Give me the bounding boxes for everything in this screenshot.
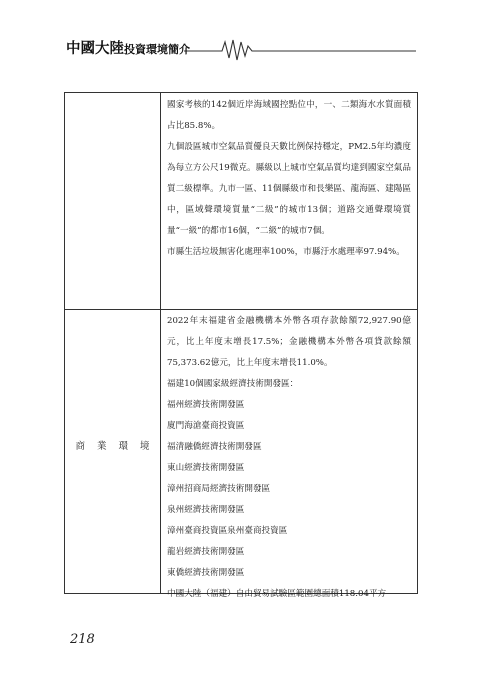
paragraph: 市縣生活垃圾無害化處理率100%，市縣汙水處理率97.94%。	[167, 247, 405, 257]
list-item: 廈門海滄臺商投資區	[167, 421, 245, 431]
paragraph: 中國大陸（福建）自由貿易試驗區範圍總面積118.04平方	[167, 589, 387, 599]
paragraph: 福建10個國家級經濟技術開發區：	[167, 379, 299, 389]
label-char: 環	[118, 441, 129, 452]
running-header	[66, 36, 416, 62]
list-item: 東山經濟技術開發區	[167, 463, 245, 473]
paragraph: 2022年末福建省金融機構本外幣各項存款餘額72,927.90億元，比上年度末增長17.5%；金融機構本外幣各項貸款餘額75,373.62億元，比上年度末增長11.0%。	[167, 316, 411, 368]
list-item: 龍岩經濟技術開發區	[167, 547, 245, 557]
content-table	[64, 92, 418, 599]
business-environment-cell	[167, 311, 411, 605]
column-divider	[160, 93, 161, 593]
page-number: 218	[70, 632, 95, 647]
label-char: 業	[96, 441, 107, 452]
list-item: 漳州招商局經濟技術開發區	[167, 484, 271, 494]
row-label-business-environment	[65, 438, 160, 452]
label-char: 境	[140, 441, 150, 452]
label-char: 商	[75, 441, 85, 452]
header-title-main: 中國大陸	[66, 41, 124, 57]
paragraph: 九個設區城市空氣品質優良天數比例保持穩定，PM2.5年均濃度為每立方公尺19微克。縣級以上城市空氣品質均達到國家空氣品質二級標準。九市一區、11個縣級市和長樂區、龍海區、建陽區中，區域聲環境質量“二級”的城市13個；道路交通聲環境質量“一級”的都市16個，“二級”的城市7個。	[167, 142, 411, 236]
list-item: 泉州經濟技術開發區	[167, 505, 245, 515]
list-item: 福清融僑經濟技術開發區	[167, 442, 262, 452]
environment-cell	[167, 95, 411, 263]
row-divider	[65, 309, 417, 310]
header-title	[66, 40, 190, 58]
header-title-sub: 投資環境簡介	[124, 43, 190, 56]
list-item: 東僑經濟技術開發區	[167, 568, 245, 578]
list-item: 福州經濟技術開發區	[167, 400, 245, 410]
paragraph: 國家考核的142個近岸海域國控點位中，一、二類海水水質面積占比85.8%。	[167, 100, 411, 131]
list-item: 漳州臺商投資區泉州臺商投資區	[167, 526, 288, 536]
